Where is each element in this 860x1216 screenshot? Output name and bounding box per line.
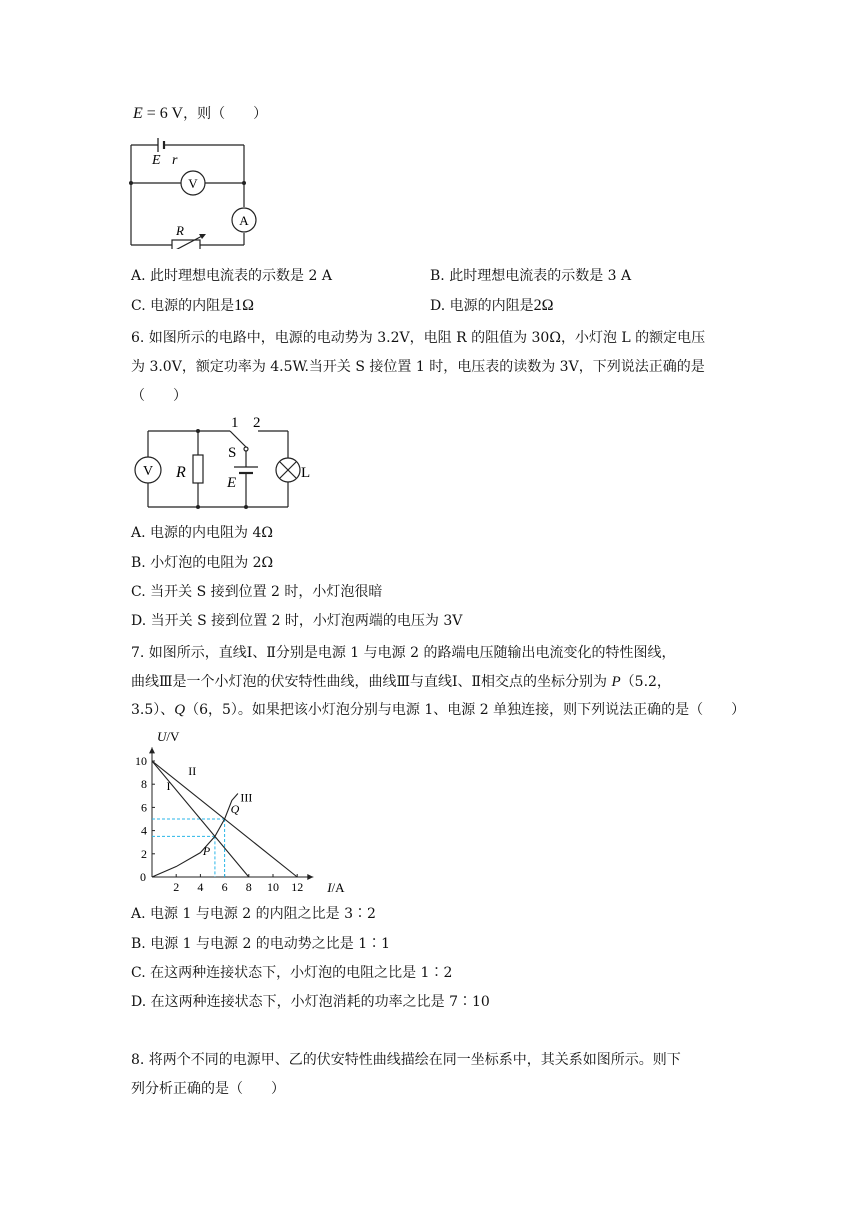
- q5-label-A: A: [239, 213, 249, 228]
- y-tick-label: 4: [141, 823, 147, 838]
- y-tick-label: 8: [141, 777, 147, 792]
- q7-stem-line2-a: 曲线Ⅲ是一个小灯泡的伏安特性曲线，曲线Ⅲ与直线Ⅰ、Ⅱ相交点的坐标分别为: [131, 674, 612, 690]
- q7-point-P-symbol: P: [611, 674, 621, 690]
- y-tick-label: 6: [141, 800, 147, 815]
- q7-stem-line3-a: 3.5）、: [131, 702, 175, 718]
- point-Q-label: Q: [230, 802, 240, 817]
- q6-label-V: V: [142, 464, 154, 479]
- q7-stem-line2: [131, 672, 671, 692]
- q5-label-V: V: [188, 176, 198, 191]
- q5-option-a: A. 此时理想电流表的示数是 2 A: [131, 268, 332, 284]
- point-P-label: P: [202, 843, 211, 858]
- q5-intro-tail: ，则（ ）: [183, 106, 268, 122]
- q5-option-d-value: 2Ω: [533, 297, 554, 314]
- q8-stem-line1: 8. 将两个不同的电源甲、乙的伏安特性曲线描绘在同一坐标系中，其关系如图所示。则下: [131, 1052, 681, 1068]
- q5-emf-value: = 6 V: [142, 105, 184, 122]
- x-tick-label: 12: [291, 880, 304, 893]
- q5-option-c: [131, 296, 254, 316]
- q7-option-d: D. 在这两种连接状态下，小灯泡消耗的功率之比是 7∶10: [131, 994, 490, 1010]
- q7-stem-line2-b: （5.2，: [620, 674, 671, 690]
- q5-option-c-text: C. 电源的内阻是: [131, 298, 235, 314]
- origin-label: 0: [140, 870, 146, 884]
- x-tick-label: 4: [197, 880, 204, 893]
- x-axis-label: I/A: [327, 880, 345, 893]
- q6-option-b: B. 小灯泡的电阻为 2Ω: [131, 555, 274, 571]
- y-tick-label: 2: [141, 846, 147, 861]
- q7-uv-chart: [130, 727, 360, 893]
- q5-intro: [133, 104, 267, 124]
- q5-emf-symbol: E: [133, 105, 143, 122]
- x-tick-label: 10: [267, 880, 279, 893]
- q7-stem-line1: 7. 如图所示，直线Ⅰ、Ⅱ分别是电源 1 与电源 2 的路端电压随输出电流变化的特性图线，: [131, 645, 676, 661]
- q6-label-R: R: [176, 464, 186, 481]
- q7-point-Q-symbol: Q: [174, 702, 186, 718]
- q8-stem-line2: 列分析正确的是（ ）: [131, 1081, 285, 1097]
- q5-label-r: r: [172, 153, 178, 168]
- q6-option-d: D. 当开关 S 接到位置 2 时，小灯泡两端的电压为 3V: [131, 613, 463, 629]
- q6-circuit-diagram: [130, 415, 320, 515]
- q6-option-c: C. 当开关 S 接到位置 2 时，小灯泡很暗: [131, 584, 383, 600]
- series-I-label: I: [166, 779, 171, 793]
- q6-label-1: 1: [231, 415, 239, 431]
- q6-label-2: 2: [253, 415, 261, 431]
- q7-stem-line3-b: （6，5）。如果把该小灯泡分别与电源 1、电源 2 单独连接，则下列说法正确的是（ ）: [185, 702, 746, 718]
- q6-label-S: S: [228, 445, 237, 461]
- q6-stem-line1: 6. 如图所示的电路中，电源的电动势为 3.2V，电阻 R 的阻值为 30Ω，小灯泡 L 的额定电压: [131, 330, 706, 346]
- series-III-label: III: [240, 790, 253, 805]
- q5-option-d-text: D. 电源的内阻是: [430, 298, 534, 314]
- q6-stem-line2: 为 3.0V，额定功率为 4.5W.当开关 S 接位置 1 时，电压表的读数为 3V，下列说法正确的是: [131, 359, 705, 375]
- q5-label-R: R: [176, 223, 184, 238]
- q6-option-a: A. 电源的内电阻为 4Ω: [131, 525, 273, 541]
- q5-option-c-value: 1Ω: [234, 297, 255, 314]
- q5-label-E: E: [152, 153, 161, 168]
- q7-stem-line3: [131, 700, 745, 720]
- x-axis-arrow: [307, 874, 313, 880]
- q7-option-c: C. 在这两种连接状态下，小灯泡的电阻之比是 1∶2: [131, 965, 453, 981]
- q6-label-L: L: [301, 465, 311, 481]
- q5-option-d: [430, 296, 554, 316]
- q5-circuit-diagram: [126, 137, 276, 249]
- q6-stem-line3: （ ）: [131, 388, 187, 404]
- q5-option-b: B. 此时理想电流表的示数是 3 A: [430, 268, 632, 284]
- x-tick-label: 8: [245, 880, 252, 893]
- x-tick-label: 2: [173, 880, 180, 893]
- series-II-label: II: [188, 763, 197, 778]
- y-tick-label: 10: [135, 754, 147, 768]
- y-axis-arrow: [149, 747, 155, 753]
- x-tick-label: 6: [221, 880, 228, 893]
- q7-option-a: A. 电源 1 与电源 2 的内阻之比是 3∶2: [131, 906, 376, 922]
- q7-option-b: B. 电源 1 与电源 2 的电动势之比是 1∶1: [131, 936, 391, 952]
- q6-label-E: E: [227, 475, 237, 491]
- y-axis-label: U/V: [157, 729, 180, 744]
